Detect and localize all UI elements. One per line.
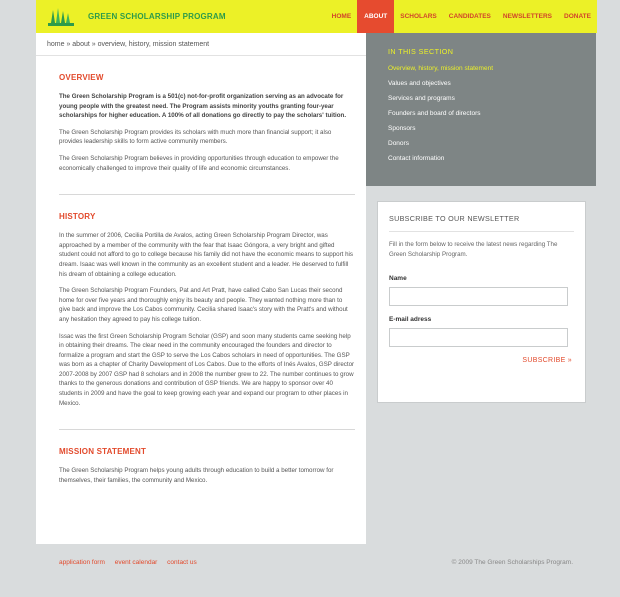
in-this-section-heading: IN THIS SECTION: [388, 47, 454, 56]
sidebar-item-contact[interactable]: Contact information: [388, 155, 445, 162]
copyright: © 2009 The Green Scholarships Program.: [451, 559, 573, 566]
main-nav: [326, 0, 597, 33]
nav-home[interactable]: HOME: [331, 13, 352, 20]
logo-icon[interactable]: [48, 8, 74, 26]
main-content: [36, 33, 366, 544]
history-section: [59, 195, 355, 430]
history-heading: HISTORY: [59, 212, 96, 222]
sidebar-item-values[interactable]: Values and objectives: [388, 80, 451, 87]
overview-section: [59, 56, 355, 195]
email-field[interactable]: [389, 328, 568, 347]
sidebar-item-overview[interactable]: Overview, history, mission statement: [388, 65, 493, 72]
nav-candidates[interactable]: CANDIDATES: [448, 13, 491, 20]
overview-lead: The Green Scholarship Program is a 501(c) not-for-profit organization serving as an advocate for young people with the greatest need. The Program assists minority youths granting four-year scholarships for higher education. A 100% of all donations go directly to pay the scholars' tuition.: [59, 93, 347, 120]
footer-link-event-calendar[interactable]: event calendar: [114, 559, 158, 566]
sidebar: [366, 33, 596, 544]
overview-paragraph: The Green Scholarship Program believes in providing opportunities through education to empower the economically challenged to improve their quality of life and economic circumstances.: [59, 154, 339, 172]
sidebar-item-founders[interactable]: Founders and board of directors: [388, 110, 481, 117]
in-this-section-panel: [366, 33, 596, 186]
sidebar-item-donors[interactable]: Donors: [388, 140, 409, 147]
email-label: E-mail adress: [389, 316, 432, 324]
nav-newsletters[interactable]: NEWSLETTERS: [502, 13, 553, 20]
nav-about[interactable]: ABOUT: [357, 0, 394, 33]
sidebar-item-sponsors[interactable]: Sponsors: [388, 125, 416, 132]
history-paragraph: Issac was the first Green Scholarship Program Scholar (GSP) and soon many students came seeking help in obtaining their dreams. The clear need in the community encouraged the founders and director to formalize a program and start the GSP to serve the Los Cabos scholars in need of opportunities. The GSP was born as a chapter of Charity Development of Los Cabos. Due to the efforts of Inés Avalos, GSP director 2007-2008 by 2007 GSP had 8 scholars and in 2008 the number grew to 22. The number continues to grow thanks to the generous donations and contribution of GSP friends. We are happy to sponsor over 40 students in 2009 and have the goal to keep growing each year and expand our program to other places in Mexico.: [59, 332, 355, 407]
newsletter-heading: SUBSCRIBE TO OUR NEWSLETTER: [389, 214, 574, 232]
overview-paragraph: The Green Scholarship Program provides its scholars with much more than financial support; it also provides leadership skills to form active community members.: [59, 128, 332, 146]
footer-links: [59, 559, 205, 566]
name-field[interactable]: [389, 287, 568, 306]
nav-donate[interactable]: DONATE: [564, 13, 591, 20]
sidebar-item-services[interactable]: Services and programs: [388, 95, 455, 102]
site-title[interactable]: GREEN SCHOLARSHIP PROGRAM: [88, 12, 226, 21]
subscribe-button[interactable]: SUBSCRIBE »: [522, 357, 572, 365]
history-paragraph: The Green Scholarship Program Founders, Pat and Art Pratt, have called Cabo San Lucas their second home for over five years and thoroughly enjoy its beauty and people. They wanted nothing more than to give back and improve the Los Cabos community. Cecilia shared Isaac's story with the Pratt's and without any hesitation they agreed to pay his college tuition.: [59, 287, 348, 323]
newsletter-form: [377, 201, 586, 403]
site-footer: [36, 544, 597, 597]
overview-heading: OVERVIEW: [59, 73, 104, 82]
footer-link-application-form[interactable]: application form: [59, 559, 105, 566]
footer-link-contact-us[interactable]: contact us: [167, 559, 197, 566]
mission-heading: MISSION STATEMENT: [59, 447, 147, 457]
mission-section: [59, 430, 355, 506]
breadcrumb[interactable]: home » about » overview, history, mission statement: [36, 33, 366, 56]
newsletter-intro: Fill in the form below to receive the latest news regarding The Green Scholarship Program.: [389, 241, 558, 258]
nav-scholars[interactable]: SCHOLARS: [400, 13, 437, 20]
site-header: [36, 0, 597, 33]
name-label: Name: [389, 275, 407, 283]
mission-paragraph: The Green Scholarship Program helps young adults through education to build a better tomorrow for themselves, their families, the community and Mexico.: [59, 467, 334, 484]
history-paragraph: In the summer of 2006, Cecilia Portilla de Avalos, acting Green Scholarship Program Director, was approached by a member of the community with the fear that Isaac Góngora, a very bright and gifted student could not afford to go to college because his family did not have the economic means to support his dream. Isaac was well known in the community as an excellent student and a leader. He deserved to fulfill his dream of obtaining a college education.: [59, 232, 353, 278]
